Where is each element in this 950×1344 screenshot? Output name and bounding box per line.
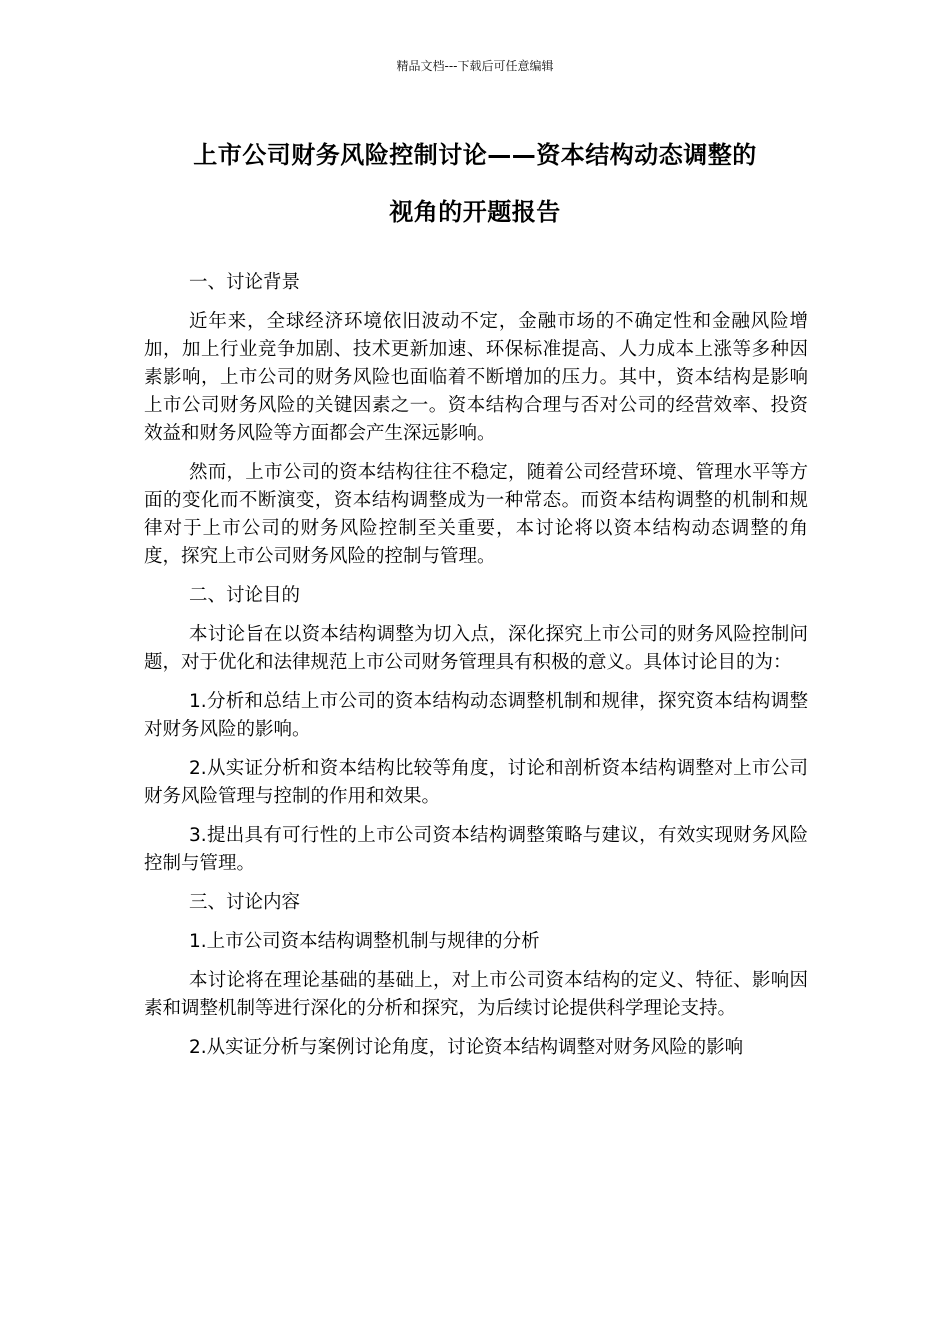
purpose-item-1: 1.分析和总结上市公司的资本结构动态调整机制和规律，探究资本结构调整对财务风险的影响。 (144, 691, 808, 740)
paragraph-background-2: 然而，上市公司的资本结构往往不稳定，随着公司经营环境、管理水平等方面的变化而不断演变，资本结构调整成为一种常态。而资本结构调整的机制和规律对于上市公司的财务风险控制至关重要，本讨论将以资本结构动态调整的角度，探究上市公司财务风险的控制与管理。 (144, 462, 808, 567)
document-body (144, 269, 808, 1073)
content-item-2-heading: 2.从实证分析与案例讨论角度，讨论资本结构调整对财务风险的影响 (189, 1037, 744, 1058)
section-heading-content: 三、讨论内容 (189, 892, 301, 913)
document-title-line-1: 上市公司财务风险控制讨论——资本结构动态调整的 (193, 141, 757, 169)
content-item-1-heading: 1.上市公司资本结构调整机制与规律的分析 (189, 931, 540, 952)
paragraph-purpose-intro: 本讨论旨在以资本结构调整为切入点，深化探究上市公司的财务风险控制问题，对于优化和法律规范上市公司财务管理具有积极的意义。具体讨论目的为： (144, 624, 808, 673)
section-heading-background: 一、讨论背景 (189, 272, 301, 293)
document-title-line-2: 视角的开题报告 (389, 198, 561, 226)
page-header: 精品文档---下载后可任意编辑 (396, 59, 554, 73)
purpose-item-2: 2.从实证分析和资本结构比较等角度，讨论和剖析资本结构调整对上市公司财务风险管理与控制的作用和效果。 (144, 758, 808, 807)
section-heading-purpose: 二、讨论目的 (189, 585, 301, 606)
purpose-item-3: 3.提出具有可行性的上市公司资本结构调整策略与建议，有效实现财务风险控制与管理。 (144, 825, 808, 874)
paragraph-background-1: 近年来，全球经济环境依旧波动不定，金融市场的不确定性和金融风险增加，加上行业竞争加剧、技术更新加速、环保标准提高、人力成本上涨等多种因素影响，上市公司的财务风险也面临着不断增加的压力。其中，资本结构是影响上市公司财务风险的关键因素之一。资本结构合理与否对公司的经营效率、投资效益和财务风险等方面都会产生深远影响。 (144, 311, 808, 444)
content-item-1-paragraph: 本讨论将在理论基础的基础上，对上市公司资本结构的定义、特征、影响因素和调整机制等进行深化的分析和探究，为后续讨论提供科学理论支持。 (144, 970, 808, 1019)
